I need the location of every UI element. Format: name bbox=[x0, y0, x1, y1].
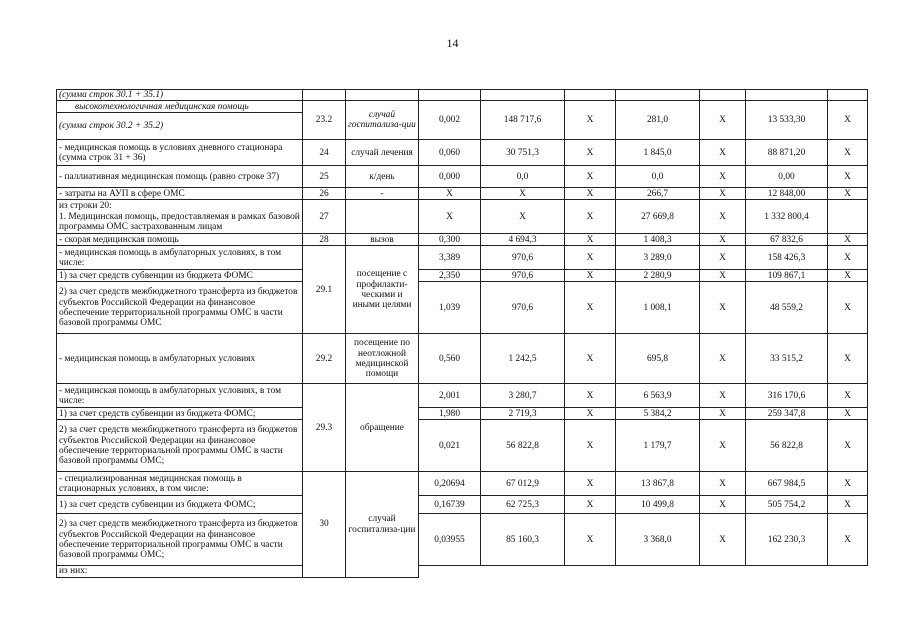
table-row bbox=[57, 496, 868, 514]
value-cell: 4 694,3 bbox=[481, 234, 565, 246]
value-cell: X bbox=[700, 282, 746, 334]
value-cell: 6 563,9 bbox=[616, 384, 700, 408]
table-row bbox=[57, 282, 868, 334]
row-description: 2) за счет средств межбюджетного трансферта из бюджетов субъектов Российской Федерации на финансовое обеспечение территориальной программы ОМС в части базовой программы ОМС; bbox=[57, 514, 303, 566]
unit-cell: обращение bbox=[346, 384, 419, 472]
value-cell: 0,16739 bbox=[419, 496, 481, 514]
value-cell: X bbox=[565, 472, 616, 496]
value-cell: 970,6 bbox=[481, 246, 565, 270]
row-description: 1) за счет средств субвенции из бюджета ФОМС; bbox=[57, 496, 303, 514]
value-cell: 10 499,8 bbox=[616, 496, 700, 514]
value-cell: 27 669,8 bbox=[616, 200, 700, 234]
value-cell: X bbox=[700, 101, 746, 140]
value-cell: 85 160,3 bbox=[481, 514, 565, 566]
value-cell: X bbox=[481, 188, 565, 200]
value-cell: X bbox=[700, 246, 746, 270]
value-cell: X bbox=[419, 200, 481, 234]
table-row bbox=[57, 188, 868, 200]
value-cell: X bbox=[565, 282, 616, 334]
value-cell: 2,001 bbox=[419, 384, 481, 408]
value-cell: X bbox=[828, 472, 868, 496]
value-cell: 1 408,3 bbox=[616, 234, 700, 246]
row-number: 28 bbox=[303, 234, 346, 246]
value-cell: 67 012,9 bbox=[481, 472, 565, 496]
unit-cell: случай госпитализа-ции bbox=[346, 472, 419, 577]
row-description: (сумма строк 30.2 + 35.2) bbox=[57, 113, 303, 140]
value-cell: 0,0 bbox=[616, 166, 700, 188]
value-cell: X bbox=[565, 270, 616, 282]
value-cell: X bbox=[828, 234, 868, 246]
row-description: высокотехнологичная медицинская помощь bbox=[57, 101, 303, 113]
value-cell: 0,03955 bbox=[419, 514, 481, 566]
value-cell: 48 559,2 bbox=[746, 282, 828, 334]
value-cell: X bbox=[828, 101, 868, 140]
value-cell: 33 515,2 bbox=[746, 334, 828, 384]
row-description: 1) за счет средств субвенции из бюджета ФОМС; bbox=[57, 408, 303, 420]
row-description: 2) за счет средств межбюджетного трансферта из бюджетов субъектов Российской Федерации на финансовое обеспечение территориальной программы ОМС в части базовой программы ОМС; bbox=[57, 420, 303, 472]
value-cell: 266,7 bbox=[616, 188, 700, 200]
value-cell: X bbox=[828, 384, 868, 408]
value-cell: 56 822,8 bbox=[746, 420, 828, 472]
value-cell: 0,20694 bbox=[419, 472, 481, 496]
financial-table bbox=[56, 89, 868, 578]
value-cell: X bbox=[565, 334, 616, 384]
value-cell: X bbox=[700, 408, 746, 420]
table-row bbox=[57, 200, 868, 234]
row-description: - медицинская помощь в условиях дневного стационара (сумма строк 31 + 36) bbox=[57, 140, 303, 166]
value-cell: 56 822,8 bbox=[481, 420, 565, 472]
row-description: 2) за счет средств межбюджетного трансферта из бюджетов субъектов Российской Федерации на финансовое обеспечение территориальной программы ОМС в части базовой программы ОМС bbox=[57, 282, 303, 334]
row-description: - медицинская помощь в амбулаторных условиях, в том числе: bbox=[57, 246, 303, 270]
value-cell: X bbox=[565, 200, 616, 234]
value-cell: 259 347,8 bbox=[746, 408, 828, 420]
value-cell: X bbox=[565, 246, 616, 270]
table-row bbox=[57, 420, 868, 472]
value-cell: X bbox=[565, 166, 616, 188]
value-cell: 505 754,2 bbox=[746, 496, 828, 514]
row-description: - медицинская помощь в амбулаторных условиях, в том числе: bbox=[57, 384, 303, 408]
value-cell: 1,039 bbox=[419, 282, 481, 334]
row-description: (сумма строк 30.1 + 35.1) bbox=[57, 90, 303, 101]
value-cell: 13 533,30 bbox=[746, 101, 828, 140]
value-cell: X bbox=[700, 384, 746, 408]
value-cell: X bbox=[700, 270, 746, 282]
value-cell: X bbox=[700, 334, 746, 384]
row-description: - специализированная медицинская помощь в стационарных условиях, в том числе: bbox=[57, 472, 303, 496]
value-cell: 62 725,3 bbox=[481, 496, 565, 514]
value-cell: X bbox=[565, 514, 616, 566]
value-cell: 1 332 800,4 bbox=[746, 200, 828, 234]
value-cell: 281,0 bbox=[616, 101, 700, 140]
row-description: - медицинская помощь в амбулаторных условиях bbox=[57, 334, 303, 384]
value-cell: 88 871,20 bbox=[746, 140, 828, 166]
value-cell: X bbox=[565, 384, 616, 408]
value-cell: 1 179,7 bbox=[616, 420, 700, 472]
table-row bbox=[57, 166, 868, 188]
value-cell: X bbox=[565, 234, 616, 246]
value-cell: 0,00 bbox=[746, 166, 828, 188]
row-description: из строки 20: 1. Медицинская помощь, предоставляемая в рамках базовой программы ОМС застрахованным лицам bbox=[57, 200, 303, 234]
value-cell: X bbox=[700, 496, 746, 514]
value-cell: 1 008,1 bbox=[616, 282, 700, 334]
value-cell: 30 751,3 bbox=[481, 140, 565, 166]
value-cell: 667 984,5 bbox=[746, 472, 828, 496]
value-cell: 3,389 bbox=[419, 246, 481, 270]
value-cell: 0,300 bbox=[419, 234, 481, 246]
value-cell bbox=[828, 200, 868, 234]
value-cell: 0,0 bbox=[481, 166, 565, 188]
unit-cell: случай госпитализа-ции bbox=[346, 101, 419, 140]
value-cell: 2,350 bbox=[419, 270, 481, 282]
value-cell: 970,6 bbox=[481, 270, 565, 282]
value-cell: 1 845,0 bbox=[616, 140, 700, 166]
value-cell: X bbox=[700, 188, 746, 200]
value-cell: 0,002 bbox=[419, 101, 481, 140]
row-number: 29.2 bbox=[303, 334, 346, 384]
value-cell: X bbox=[828, 140, 868, 166]
value-cell: 148 717,6 bbox=[481, 101, 565, 140]
value-cell: 0,000 bbox=[419, 166, 481, 188]
value-cell: 162 230,3 bbox=[746, 514, 828, 566]
table-row bbox=[57, 514, 868, 566]
value-cell: 2 719,3 bbox=[481, 408, 565, 420]
row-number: 25 bbox=[303, 166, 346, 188]
value-cell: X bbox=[828, 420, 868, 472]
page-number: 14 bbox=[446, 36, 459, 50]
value-cell: X bbox=[828, 334, 868, 384]
value-cell: X bbox=[828, 408, 868, 420]
row-number: 29.1 bbox=[303, 246, 346, 334]
table-row bbox=[57, 101, 868, 113]
value-cell: X bbox=[828, 270, 868, 282]
value-cell: X bbox=[565, 101, 616, 140]
value-cell: X bbox=[700, 166, 746, 188]
row-number: 23.2 bbox=[303, 101, 346, 140]
row-number: 30 bbox=[303, 472, 346, 577]
value-cell: 0,021 bbox=[419, 420, 481, 472]
value-cell: X bbox=[828, 188, 868, 200]
value-cell: 970,6 bbox=[481, 282, 565, 334]
row-number: 29.3 bbox=[303, 384, 346, 472]
value-cell: 695,8 bbox=[616, 334, 700, 384]
unit-cell: посещение по неотложной медицинской помощи bbox=[346, 334, 419, 384]
unit-cell: к/день bbox=[346, 166, 419, 188]
value-cell: 109 867,1 bbox=[746, 270, 828, 282]
table-row bbox=[57, 140, 868, 166]
value-cell: 158 426,3 bbox=[746, 246, 828, 270]
table-row bbox=[57, 384, 868, 408]
value-cell: X bbox=[828, 514, 868, 566]
value-cell: 3 280,7 bbox=[481, 384, 565, 408]
value-cell: X bbox=[565, 140, 616, 166]
unit-cell: - bbox=[346, 188, 419, 200]
row-number: 26 bbox=[303, 188, 346, 200]
row-description: - паллиативная медицинская помощь (равно строке 37) bbox=[57, 166, 303, 188]
value-cell: X bbox=[481, 200, 565, 234]
table-row bbox=[57, 90, 868, 101]
value-cell: X bbox=[828, 246, 868, 270]
value-cell: X bbox=[565, 188, 616, 200]
row-description: 1) за счет средств субвенции из бюджета ФОМС bbox=[57, 270, 303, 282]
row-description: - затраты на АУП в сфере ОМС bbox=[57, 188, 303, 200]
value-cell: X bbox=[700, 140, 746, 166]
value-cell: 3 289,0 bbox=[616, 246, 700, 270]
value-cell: 1 242,5 bbox=[481, 334, 565, 384]
value-cell: 12 848,00 bbox=[746, 188, 828, 200]
value-cell: X bbox=[828, 166, 868, 188]
value-cell: X bbox=[828, 282, 868, 334]
row-number: 27 bbox=[303, 200, 346, 234]
unit-cell bbox=[346, 200, 419, 234]
value-cell: X bbox=[700, 420, 746, 472]
unit-cell: вызов bbox=[346, 234, 419, 246]
value-cell: 0,560 bbox=[419, 334, 481, 384]
value-cell: 0,060 bbox=[419, 140, 481, 166]
table-row bbox=[57, 472, 868, 496]
value-cell: X bbox=[700, 514, 746, 566]
value-cell: X bbox=[565, 496, 616, 514]
value-cell: X bbox=[700, 472, 746, 496]
value-cell: X bbox=[565, 408, 616, 420]
value-cell: 316 170,6 bbox=[746, 384, 828, 408]
table-row bbox=[57, 246, 868, 270]
value-cell: 3 368,0 bbox=[616, 514, 700, 566]
value-cell: X bbox=[700, 234, 746, 246]
table-row bbox=[57, 408, 868, 420]
row-description: из них: bbox=[57, 566, 303, 577]
row-description: - скорая медицинская помощь bbox=[57, 234, 303, 246]
value-cell: 13 867,8 bbox=[616, 472, 700, 496]
unit-cell: случай лечения bbox=[346, 140, 419, 166]
table-row bbox=[57, 334, 868, 384]
value-cell: X bbox=[700, 200, 746, 234]
value-cell: X bbox=[828, 496, 868, 514]
value-cell: 5 384,2 bbox=[616, 408, 700, 420]
row-number: 24 bbox=[303, 140, 346, 166]
value-cell: X bbox=[565, 420, 616, 472]
value-cell: 2 280,9 bbox=[616, 270, 700, 282]
value-cell: 1,980 bbox=[419, 408, 481, 420]
table-row bbox=[57, 234, 868, 246]
table-row bbox=[57, 566, 868, 577]
table-row bbox=[57, 270, 868, 282]
value-cell: X bbox=[419, 188, 481, 200]
unit-cell: посещение с профилакти-ческими и иными целями bbox=[346, 246, 419, 334]
value-cell: 67 832,6 bbox=[746, 234, 828, 246]
